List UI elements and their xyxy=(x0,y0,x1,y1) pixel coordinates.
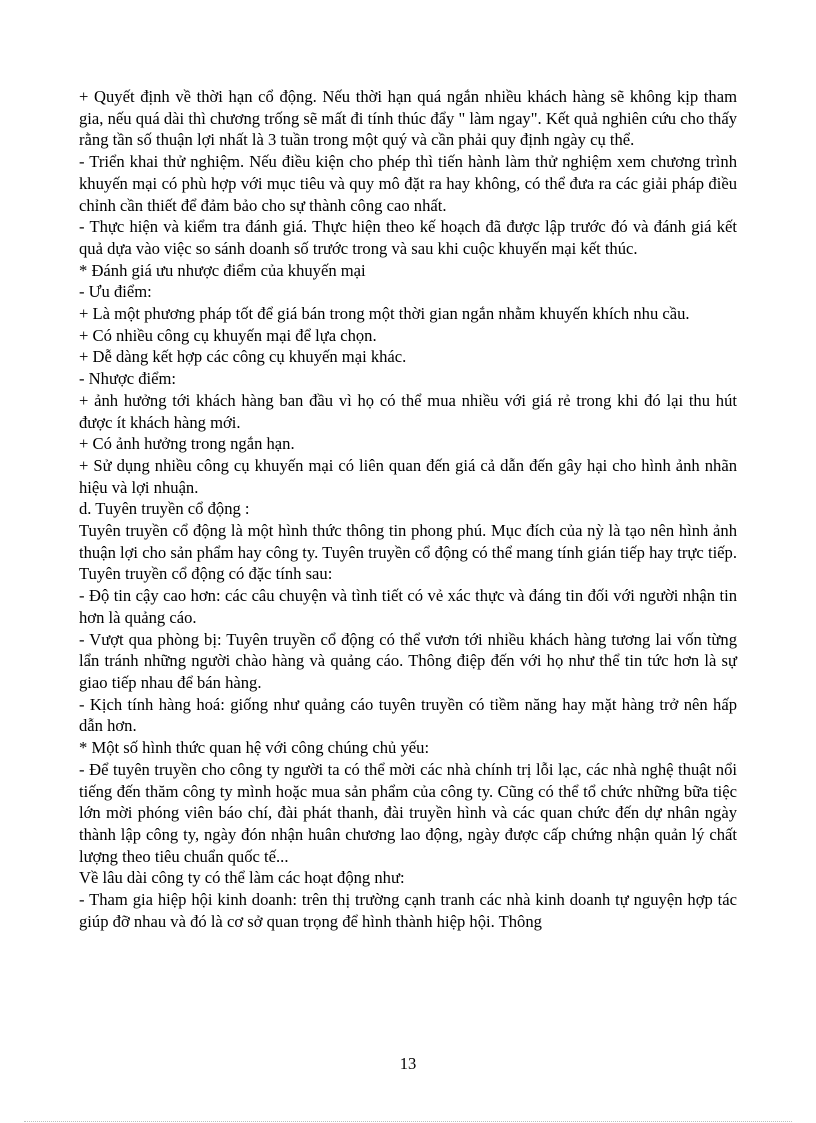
page-bottom-divider xyxy=(24,1121,792,1122)
advantage-item: + Là một phương pháp tốt để giá bán trong một thời gian ngắn nhằm khuyến khích nhu cầu. xyxy=(79,304,690,324)
publicity-trait: - Kịch tính hàng hoá: giống như quảng cáo tuyên truyền có tiềm năng hay mặt hàng trở nên hấp dẫn hơn. xyxy=(79,694,737,736)
heading-advantages: - Ưu điểm: xyxy=(79,282,152,302)
paragraph-promotion-duration: + Quyết định về thời hạn cổ động. Nếu thời hạn quá ngắn nhiều khách hàng sẽ không kịp tham gia, nếu quá dài thì chương trống sẽ mất đi tính thúc đẩy " làm ngay". Kết quả nghiên cứu cho thấy rằng tần số thuận lợi nhất là 3 tuần trong một quý và cần phải quy định ngày cụ thể. xyxy=(79,87,737,150)
disadvantage-item: + Sử dụng nhiều công cụ khuyến mại có liên quan đến giá cả dẫn đến gây hại cho hình ảnh nhãn hiệu và lợi nhuận. xyxy=(79,455,737,497)
publicity-trait: - Vượt qua phòng bị: Tuyên truyền cổ động có thể vươn tới nhiều khách hàng tương lai vốn từng lẩn tránh những người chào hàng và quảng cáo. Thông điệp đến với họ như thể tin tức hơn là sự giao tiếp nhau để bán hàng. xyxy=(79,629,737,692)
publicity-trait: - Độ tin cậy cao hơn: các câu chuyện và tình tiết có vẻ xác thực và đáng tin đối với người nhận tin hơn là quảng cáo. xyxy=(79,586,737,627)
page-number: 13 xyxy=(399,1054,417,1073)
paragraph-business-association: - Tham gia hiệp hội kinh doanh: trên thị trường cạnh tranh các nhà kinh doanh tự nguyện hợp tác giúp đỡ nhau và đó là cơ sở quan trọng để hình thành hiệp hội. Thông xyxy=(79,890,737,931)
heading-pr-forms: * Một số hình thức quan hệ với công chúng chủ yếu: xyxy=(79,738,430,758)
heading-disadvantages: - Nhược điểm: xyxy=(79,369,177,389)
paragraph-trial-run: - Triển khai thử nghiệm. Nếu điều kiện cho phép thì tiến hành làm thử nghiệm xem chương trình khuyến mại có phù hợp với mục tiêu và quy mô đặt ra hay không, có thể đưa ra các giải pháp điều chỉnh cần thiết để đảm bảo cho sự thành công cao nhất. xyxy=(79,152,737,215)
section-heading-publicity: d. Tuyên truyền cổ động : xyxy=(79,499,250,519)
advantage-item: + Có nhiều công cụ khuyến mại để lựa chọn. xyxy=(79,325,377,345)
heading-pros-cons: * Đánh giá ưu nhược điểm của khuyến mại xyxy=(79,260,366,280)
paragraph-pr-events: - Để tuyên truyền cho công ty người ta có thể mời các nhà chính trị lỗi lạc, các nhà nghệ thuật nổi tiếng đến thăm công ty mình hoặc mua sản phẩm của công ty. Cũng có thể tổ chức những bữa tiệc lớn mời phóng viên báo chí, đài phát thanh, đài truyền hình và các quan chức đến dự nhân ngày thành lập công ty, ngày đón nhận huân chương lao động, ngày được cấp chứng nhận quản lý chất lượng theo tiêu chuẩn quốc tế... xyxy=(79,759,737,866)
paragraph-execution-evaluation: - Thực hiện và kiểm tra đánh giá. Thực hiện theo kế hoạch đã được lập trước đó và đánh giá kết quả dựa vào việc so sánh doanh số trước trong và sau khi cuộc khuyến mại kết thúc. xyxy=(79,217,737,258)
disadvantage-item: + Có ảnh hưởng trong ngắn hạn. xyxy=(79,434,295,454)
advantage-item: + Dễ dàng kết hợp các công cụ khuyến mại khác. xyxy=(79,347,407,367)
disadvantage-item: + ảnh hưởng tới khách hàng ban đầu vì họ có thể mua nhiều với giá rẻ trong khi đó lại thu hút được ít khách hàng mới. xyxy=(79,390,737,432)
paragraph-long-term: Về lâu dài công ty có thể làm các hoạt động như: xyxy=(79,868,405,888)
body-text xyxy=(79,86,737,932)
paragraph-publicity-intro: Tuyên truyền cổ động là một hình thức thông tin phong phú. Mục đích của nỳ là tạo nên hình ảnh thuận lợi cho sản phẩm hay công ty. Tuyên truyền cổ động có thể mang tính gián tiếp hay trực tiếp. Tuyên truyền cổ động có đặc tính sau: xyxy=(79,521,737,584)
